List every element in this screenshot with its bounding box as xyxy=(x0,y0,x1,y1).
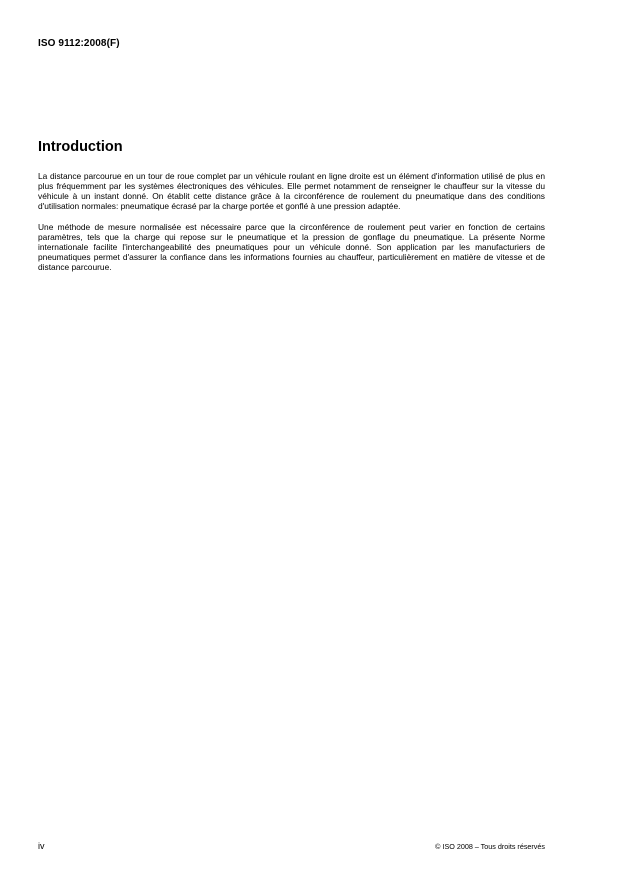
copyright-notice: © ISO 2008 – Tous droits réservés xyxy=(435,842,545,851)
section-title: Introduction xyxy=(38,139,123,155)
page-number: iv xyxy=(38,841,45,851)
paragraph: La distance parcourue en un tour de roue complet par un véhicule roulant en ligne droite est un élément d'information utilisé de plus en plus fréquemment par les systèmes électroniques des véhicules. Elle permet notamment de renseigner le chauffeur sur la vitesse du véhicule à un instant donné. On établit cette distance grâce à la circonférence de roulement du pneumatique dans des conditions d'utilisation normales: pneumatique écrasé par la charge portée et gonflé à une pression adaptée. xyxy=(38,171,545,212)
document-id: ISO 9112:2008(F) xyxy=(38,38,120,49)
paragraph: Une méthode de mesure normalisée est nécessaire parce que la circonférence de roulement peut varier en fonction de certains paramètres, tels que la charge qui repose sur le pneumatique et la pression de gonflage du pneumatique. La présente Norme internationale facilite l'interchangeabilité des pneumatiques pour un véhicule donné. Son application par les manufacturiers de pneumatiques permet d'assurer la confiance dans les informations fournies au chauffeur, particulièrement en matière de vitesse et de distance parcourue. xyxy=(38,221,545,273)
section-body xyxy=(38,171,545,282)
